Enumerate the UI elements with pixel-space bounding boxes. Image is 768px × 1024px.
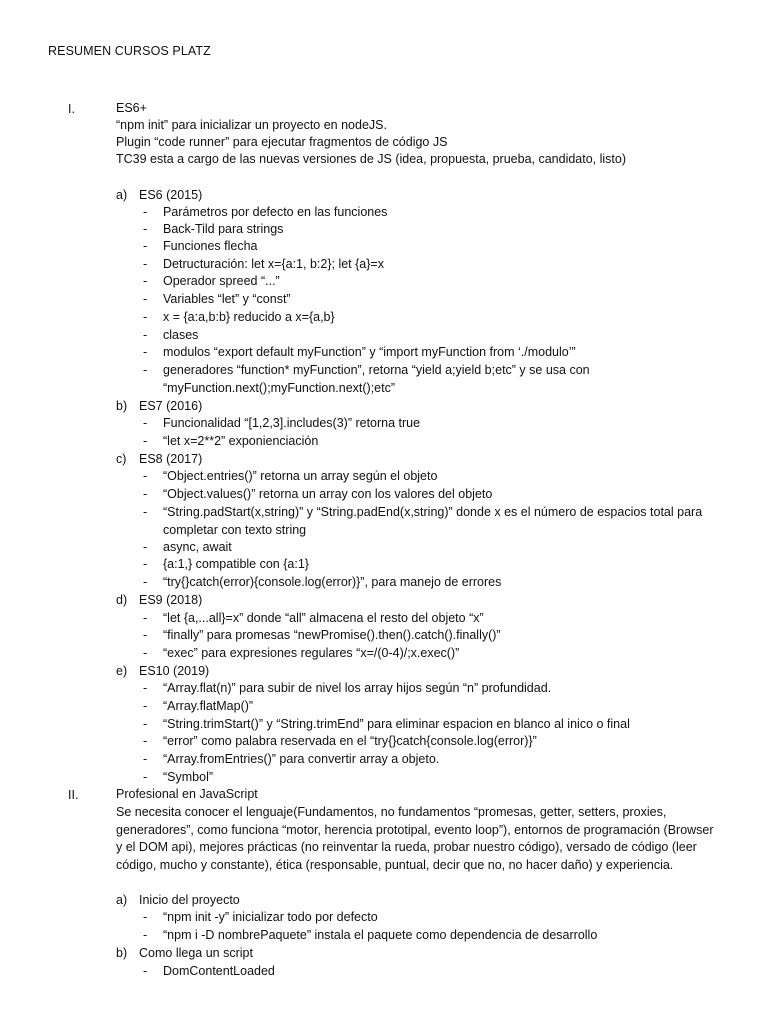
subsection-letter: b) [116,399,128,413]
list-item: “try{}catch(error){console.log(error)}”, para manejo de errores [163,575,502,589]
list-item: Operador spreed “...” [163,274,280,288]
list-item: Variables “let” y “const” [163,292,291,306]
list-item: x = {a:a,b:b} reducido a x={a,b} [163,310,335,324]
intro-line: “npm init” para inicializar un proyecto en nodeJS. [116,118,387,132]
document-title: RESUMEN CURSOS PLATZ [48,44,211,58]
list-item: Funciones flecha [163,239,258,253]
list-item: “Object.entries()” retorna un array según el objeto [163,469,438,483]
list-item: modulos “export default myFunction” y “import myFunction from ‘./modulo’” [163,345,576,359]
list-item: “Object.values()” retorna un array con los valores del objeto [163,487,493,501]
list-item: generadores “function* myFunction”, retorna “yield a;yield b;etc” y se usa con “myFunction.next();myFunction.next();etc” [163,363,590,395]
intro-line: TC39 esta a cargo de las nuevas versiones de JS (idea, propuesta, prueba, candidato, listo) [116,152,627,166]
list-item: Back-Tild para strings [163,222,284,236]
list-item: Detructuración: let x={a:1, b:2}; let {a}=x [163,257,384,271]
list-item: “Array.flat(n)” para subir de nivel los array hijos según “n” profundidad. [163,681,552,695]
subsection-letter: c) [116,452,127,466]
list-item: “String.trimStart()” y “String.trimEnd” para eliminar espacion en blanco al inico o final [163,717,630,731]
subsection-letter: e) [116,664,128,678]
subsection-label: ES6 (2015) [139,188,203,202]
document-page: RESUMEN CURSOS PLATZ I. ES6+ “npm init” para inicializar un proyecto en nodeJS. Plugin “code runner” para ejecutar fragmentos de código JS TC39 esta a cargo de las nuevas versiones de JS (idea, propuesta, prueba, candidato, listo) a) ES6 (2015) - Parámetros por defecto en las funciones - Back-Tild para strings - Funciones flecha - Detructuración: let x={a:1, b:2}; let {a}=x - Operador spreed “...” - Variables “let” y “const” - x = {a:a,b:b} reducido a x={a,b} - clases - modulos “export default myFunction” y “import myFunction from ‘./modulo’” - generadores “function* myFunction”, retorna “yield a;yield b;etc” y se usa con “myFunction.next();myFunction.next();etc” b) ES7 (2016) - Funcionalidad “[1,2,3].includes(3)” retorna true - “let x=2**2” exponienciación c) ES8 (2017) - “Object.entries()” retorna un array según el objeto - “Object.values()” retorna un array con los valores del objeto - “String.padStart(x,string)” y “String.padEnd(x,string)” donde x es el número de espacios total para completar con texto string - async, await - {a:1,} compatible con {a:1} - “try{}catch(error){console.log(error)}”, para manejo de errores d) ES9 (2018) - “let {a,...all}=x” donde “all” almacena el resto del objeto “x” - “finally” para promesas “newPromise().then().catch().finally()” - “exec” para expresiones regulares “x=/(0-4)/;x.exec()” e) ES10 (2019) - “Array.flat(n)” para subir de nivel los array hijos según “n” profundidad. - “Array.flatMap()” - “String.trimStart()” y “String.trimEnd” para eliminar espacion en blanco al inico o final - “error” como palabra reservada en el “try{}catch{console.log(error)}” - “Array.fromEntries()” para convertir array a objeto. - “Symbol” II. Profesional en JavaScript Se necesita conocer el lenguaje(Fundamentos, no fundamentos “promesas, getter, setters, proxies, generadores”, como funciona “motor, herencia prototipal, evento loop”), entornos de programación (Browser y el DOM api), mejores prácticas (no reinventar la rueda, probar nuestro código), versado de código (leer código, mucho y constante), ética (responsable, puntual, decir que no, no hacer daño) y experiencia. a) Inicio del proyecto - “npm init -y” inicializar todo por defecto - “npm i -D nombrePaquete” instala el paquete como dependencia de desarrollo b) Como llega un script - DomContentLoaded [0,0,768,1024]
section-numeral: II. [68,788,79,802]
list-item: async, await [163,540,232,554]
list-item: “Array.fromEntries()” para convertir array a objeto. [163,752,440,766]
list-item: “finally” para promesas “newPromise().then().catch().finally()” [163,628,501,642]
subsection-letter: a) [116,893,128,907]
subsection-letter: b) [116,946,128,960]
subsection-letter: d) [116,593,128,607]
subsection-label: Como llega un script [139,946,253,960]
list-item: DomContentLoaded [163,964,275,978]
section-heading: Profesional en JavaScript [116,787,258,801]
list-item: {a:1,} compatible con {a:1} [163,557,309,571]
list-item: “let {a,...all}=x” donde “all” almacena el resto del objeto “x” [163,611,484,625]
list-item: “Array.flatMap()” [163,699,254,713]
subsection-label: ES10 (2019) [139,664,210,678]
list-item: “npm init -y” inicializar todo por defecto [163,910,378,924]
subsection-label: ES7 (2016) [139,399,203,413]
list-item: Funcionalidad “[1,2,3].includes(3)” retorna true [163,416,421,430]
subsection-letter: a) [116,188,128,202]
section-numeral: I. [68,102,75,116]
section-heading: ES6+ [116,101,147,115]
list-item: “Symbol” [163,770,214,784]
list-item: “exec” para expresiones regulares “x=/(0-4)/;x.exec()” [163,646,460,660]
subsection-label: Inicio del proyecto [139,893,240,907]
list-item: Parámetros por defecto en las funciones [163,205,388,219]
subsection-label: ES8 (2017) [139,452,203,466]
list-item: “String.padStart(x,string)” y “String.padEnd(x,string)” donde x es el número de espacios total para completar con texto string [163,505,703,537]
list-item: “let x=2**2” exponienciación [163,434,319,448]
intro-line: Plugin “code runner” para ejecutar fragmentos de código JS [116,135,448,149]
list-item: “error” como palabra reservada en el “try{}catch{console.log(error)}” [163,734,537,748]
list-item: clases [163,328,199,342]
list-item: “npm i -D nombrePaquete” instala el paquete como dependencia de desarrollo [163,928,598,942]
section-paragraph: Se necesita conocer el lenguaje(Fundamentos, no fundamentos “promesas, getter, setters, proxies, generadores”, como funciona “motor, herencia prototipal, evento loop”), entornos de programación (Browser y el DOM api), mejores prácticas (no reinventar la rueda, probar nuestro código), versado de código (leer código, mucho y constante), ética (responsable, puntual, decir que no, no hacer daño) y experiencia. [116,805,714,872]
subsection-label: ES9 (2018) [139,593,203,607]
